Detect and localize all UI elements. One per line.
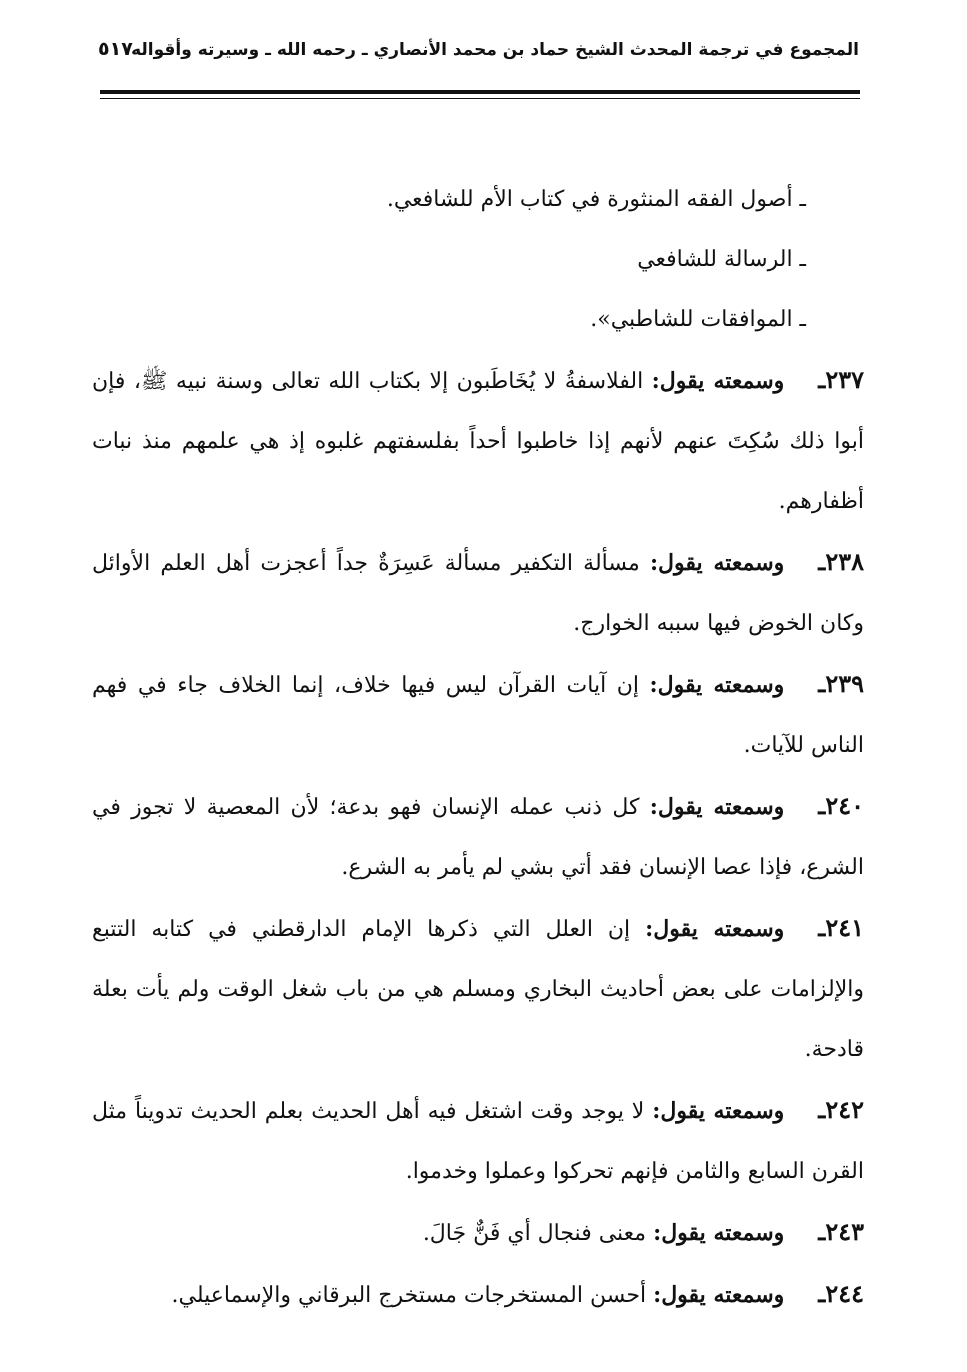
bullet-item: ـ الموافقات للشاطبي». [590,307,806,332]
saying-number: ٢٤٤ـ [818,1279,864,1308]
saying-text: كل ذنب عمله الإنسان فهو بدعة؛ لأن المعصية لا تجوز في الشرع، فإذا عصا الإنسان فقد أتي بشي لم يأمر به الشرع. [92,795,864,880]
saying-lead: وسمعته يقول: [645,916,785,942]
saying-paragraph [92,350,864,532]
page-body [92,170,864,1326]
saying-number: ٢٤٠ـ [818,791,864,820]
saying-number: ٢٣٧ـ [818,365,864,394]
running-header-title: المجموع في ترجمة المحدث الشيخ حماد بن محمد الأنصاري ـ رحمه الله ـ وسيرته وأقواله [131,40,859,60]
saying-number: ٢٤٢ـ [818,1095,864,1124]
header-rule-thick [100,90,860,94]
header-rule-thin [100,98,860,99]
saying-lead: وسمعته يقول: [649,794,785,820]
saying-paragraph [92,1202,864,1264]
saying-lead: وسمعته يقول: [653,1282,785,1308]
saying-text: معنى فنجال أي فَنٌّ جَالَ. [422,1221,647,1246]
saying-paragraph [92,532,864,654]
running-header [98,30,859,80]
saying-lead: وسمعته يقول: [653,1220,785,1246]
bullet-item: ـ أصول الفقه المنثورة في كتاب الأم للشافعي. [386,187,806,212]
saying-text: لا يوجد وقت اشتغل فيه أهل الحديث بعلم الحديث تدويناً مثل القرن السابع والثامن فإنهم تحركوا وعملوا وخدموا. [92,1099,864,1184]
saying-lead: وسمعته يقول: [651,368,785,394]
saying-lead: وسمعته يقول: [649,550,785,576]
saying-paragraph [92,1264,864,1326]
saying-text: إن العلل التي ذكرها الإمام الدارقطني في كتابه التتبع والإلزامات على بعض أحاديث البخاري ومسلم هي من باب شغل الوقت ولم يأت بعلة قادحة. [92,917,864,1062]
saying-paragraph [92,1080,864,1202]
saying-text: أحسن المستخرجات مستخرج البرقاني والإسماعيلي. [171,1283,647,1308]
saying-text: إن آيات القرآن ليس فيها خلاف، إنما الخلاف جاء في فهم الناس للآيات. [92,673,864,758]
saying-number: ٢٤٣ـ [818,1217,864,1246]
saying-text: الفلاسفةُ لا يُخَاطَبون إلا بكتاب الله تعالى وسنة نبيه ﷺ، فإن أبوا ذلك سُكِتَ عنهم لأنهم إذا خاطبوا أحداً بفلسفتهم غلبوه إذ هي علمهم منذ نبات أظفارهم. [92,369,864,514]
saying-number: ٢٣٨ـ [818,547,864,576]
saying-text: مسألة التكفير مسألة عَسِرَةٌ جداً أعجزت أهل العلم الأوائل وكان الخوض فيها سببه الخوارج. [92,551,864,636]
saying-number: ٢٤١ـ [818,913,864,942]
page-number: ٥١٧ [98,38,133,60]
saying-paragraph [92,654,864,776]
saying-paragraph [92,898,864,1080]
saying-number: ٢٣٩ـ [818,669,864,698]
saying-lead: وسمعته يقول: [649,672,785,698]
bullet-item: ـ الرسالة للشافعي [637,247,806,272]
saying-paragraph [92,776,864,898]
saying-lead: وسمعته يقول: [652,1098,785,1124]
